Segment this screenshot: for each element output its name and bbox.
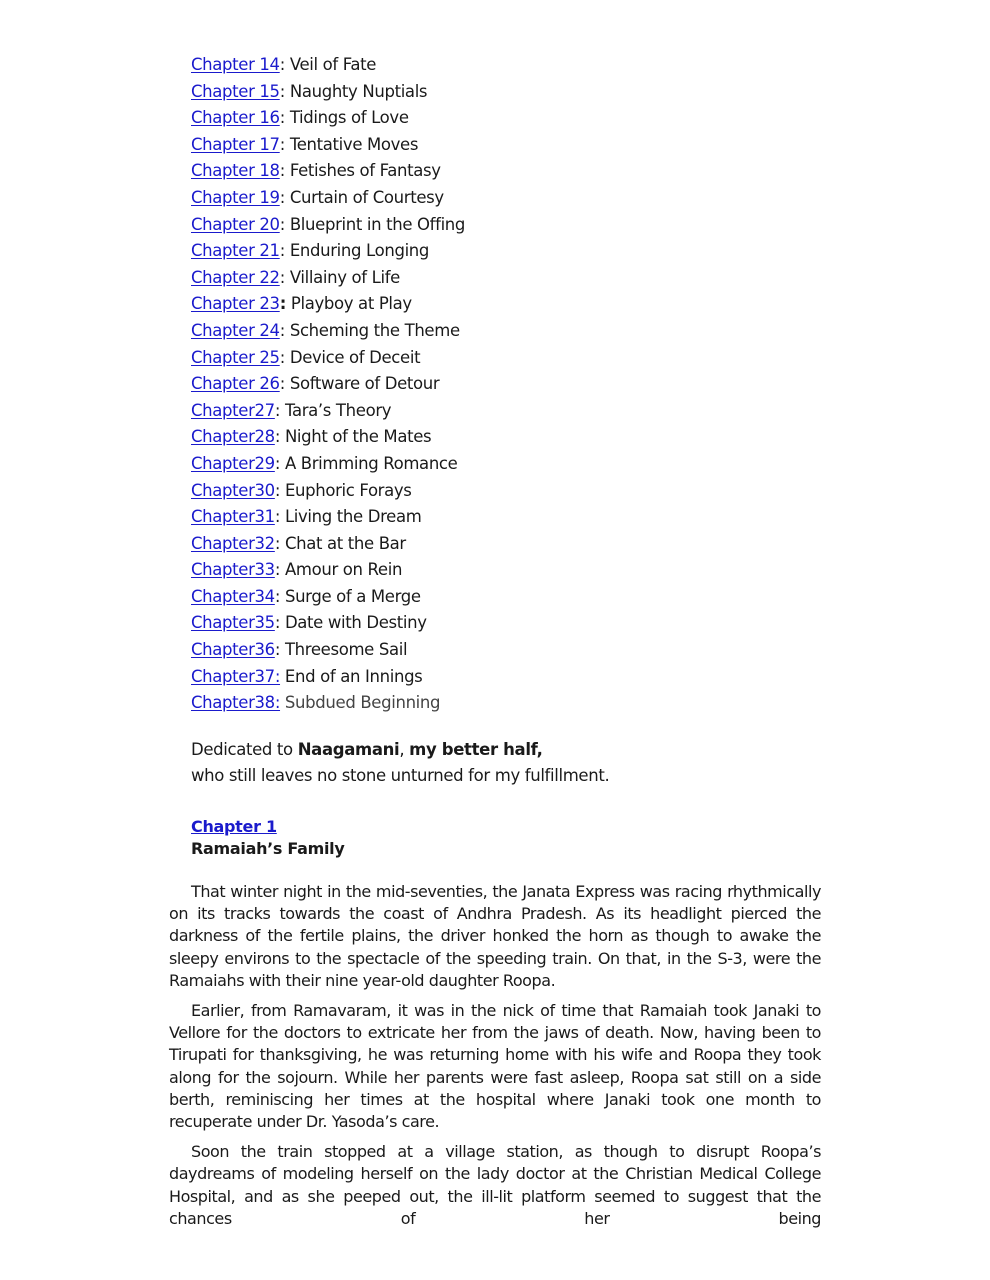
toc-entry: [191, 585, 465, 612]
toc-separator: :: [279, 214, 285, 234]
toc-chapter-link[interactable]: Chapter 23: [191, 294, 280, 314]
toc-chapter-link[interactable]: Chapter 19: [191, 187, 280, 207]
toc-entry: [191, 346, 465, 373]
toc-entry: [191, 292, 465, 319]
toc-chapter-title: Fetishes of Fantasy: [284, 161, 441, 181]
dedication-comma: ,: [399, 740, 410, 759]
dedication-name: Naagamani: [297, 740, 400, 759]
toc-entry: [191, 452, 465, 479]
toc-chapter-link[interactable]: Chapter29: [191, 453, 275, 473]
toc-chapter-link[interactable]: Chapter32: [191, 533, 275, 553]
toc-chapter-title: Date with Destiny: [280, 613, 427, 633]
toc-entry: [191, 106, 465, 133]
toc-entry: [191, 266, 465, 293]
toc-separator: :: [279, 187, 285, 207]
toc-separator: :: [279, 294, 286, 314]
toc-chapter-link[interactable]: Chapter 14: [191, 55, 280, 74]
toc-chapter-title: Surge of a Merge: [280, 586, 421, 606]
toc-chapter-link[interactable]: Chapter28: [191, 427, 275, 447]
toc-entry: [191, 213, 465, 240]
toc-separator: :: [279, 267, 285, 287]
dedication-prefix: Dedicated to: [191, 740, 298, 759]
toc-chapter-link[interactable]: Chapter 21: [191, 241, 280, 261]
chapter-1-link[interactable]: Chapter 1: [191, 817, 277, 836]
chapter-body: [169, 881, 821, 1238]
chapter-heading: [191, 816, 345, 860]
toc-entry: [191, 425, 465, 452]
toc-chapter-link[interactable]: Chapter38:: [191, 693, 281, 713]
toc-chapter-title: Threesome Sail: [280, 640, 408, 660]
toc-chapter-title: Veil of Fate: [284, 55, 377, 74]
toc-chapter-link[interactable]: Chapter36: [191, 640, 275, 660]
table-of-contents: [191, 53, 465, 718]
dedication-line-2: who still leaves no stone unturned for my fulfillment.: [191, 766, 610, 785]
toc-entry: [191, 133, 465, 160]
toc-separator: :: [274, 613, 281, 633]
toc-chapter-title: Naughty Nuptials: [284, 81, 428, 101]
dedication-line-1: [191, 737, 609, 763]
toc-entry: [191, 479, 465, 506]
toc-separator: :: [274, 533, 281, 553]
toc-chapter-title: Villainy of Life: [284, 267, 400, 287]
toc-chapter-title: Blueprint in the Offing: [284, 214, 466, 234]
toc-separator: :: [274, 507, 281, 527]
toc-chapter-title: Playboy at Play: [285, 294, 412, 314]
toc-chapter-title: Euphoric Forays: [280, 480, 412, 500]
toc-chapter-link[interactable]: Chapter 17: [191, 134, 280, 154]
toc-entry: [191, 505, 465, 532]
paragraph: Earlier, from Ramavaram, it was in the nick of time that Ramaiah took Janaki to Vellore for the doctors to extricate her from the jaws of death. Now, having been to Tirupati for thanksgiving, he was returning home with his wife and Roopa they took along for the sojourn. While her parents were fast asleep, Roopa sat still on a side berth, reminiscing her times at the hospital where Janaki took one month to recuperate under Dr. Yasoda’s care.: [169, 1001, 821, 1132]
toc-entry: [191, 611, 465, 638]
toc-entry: [191, 372, 465, 399]
toc-entry: [191, 558, 465, 585]
toc-chapter-link[interactable]: Chapter 16: [191, 108, 280, 128]
toc-chapter-link[interactable]: Chapter27: [191, 400, 275, 420]
toc-chapter-title: End of an Innings: [280, 666, 423, 686]
toc-separator: :: [274, 400, 281, 420]
toc-entry: [191, 80, 465, 107]
toc-entry: [191, 665, 465, 692]
toc-separator: :: [279, 81, 285, 101]
toc-entry: [191, 186, 465, 213]
toc-separator: :: [279, 347, 285, 367]
toc-chapter-link[interactable]: Chapter30: [191, 480, 275, 500]
toc-chapter-title: Curtain of Courtesy: [284, 187, 444, 207]
toc-separator: :: [279, 241, 285, 261]
toc-separator: :: [274, 560, 281, 580]
toc-chapter-link[interactable]: Chapter 26: [191, 374, 280, 394]
toc-chapter-title: Tentative Moves: [284, 134, 419, 154]
toc-separator: :: [279, 161, 285, 181]
toc-separator: :: [274, 640, 281, 660]
toc-chapter-link[interactable]: Chapter 22: [191, 267, 280, 287]
toc-chapter-link[interactable]: Chapter33: [191, 560, 275, 580]
toc-chapter-title: Scheming the Theme: [284, 320, 460, 340]
toc-chapter-link[interactable]: Chapter 25: [191, 347, 280, 367]
toc-chapter-title: Enduring Longing: [284, 241, 430, 261]
toc-separator: :: [279, 134, 285, 154]
toc-chapter-link[interactable]: Chapter 20: [191, 214, 280, 234]
toc-separator: :: [274, 586, 281, 606]
toc-chapter-link[interactable]: Chapter 24: [191, 320, 280, 340]
toc-chapter-title: Night of the Mates: [280, 427, 432, 447]
toc-chapter-title: A Brimming Romance: [280, 453, 458, 473]
toc-separator: :: [279, 108, 285, 128]
toc-entry: [191, 159, 465, 186]
toc-chapter-link[interactable]: Chapter31: [191, 507, 275, 527]
toc-chapter-link[interactable]: Chapter34: [191, 586, 275, 606]
paragraph: That winter night in the mid-seventies, the Janata Express was racing rhythmically on its tracks towards the coast of Andhra Pradesh. As its headlight pierced the darkness of the fertile plains, the driver honked the horn as though to awake the sleepy environs to the spectacle of the speeding train. On that, in the S-3, were the Ramaiahs with their nine year-old daughter Roopa.: [169, 882, 821, 990]
paragraph: Soon the train stopped at a village station, as though to disrupt Roopa’s daydreams of modeling herself on the lady doctor at the Christian Medical College Hospital, and as she peeped out, the ill-lit platform seemed to suggest that the chances of her being: [169, 1142, 821, 1228]
toc-entry: [191, 532, 465, 559]
toc-chapter-title: Chat at the Bar: [280, 533, 406, 553]
toc-separator: :: [274, 453, 281, 473]
toc-chapter-title: Tidings of Love: [284, 108, 409, 128]
toc-chapter-link[interactable]: Chapter37:: [191, 666, 281, 686]
toc-separator: :: [279, 320, 285, 340]
dedication-bold-tail: my better half,: [409, 740, 543, 759]
toc-entry: [191, 638, 465, 665]
toc-chapter-title: Living the Dream: [280, 507, 422, 527]
toc-chapter-title: Amour on Rein: [280, 560, 403, 580]
toc-chapter-link[interactable]: Chapter 18: [191, 161, 280, 181]
toc-chapter-title: Device of Deceit: [284, 347, 421, 367]
toc-entry: [191, 319, 465, 346]
toc-separator: :: [274, 480, 281, 500]
toc-entry: [191, 691, 465, 718]
toc-separator: :: [279, 374, 285, 394]
chapter-title: Ramaiah’s Family: [191, 839, 345, 858]
toc-entry: [191, 239, 465, 266]
toc-separator: :: [274, 427, 281, 447]
toc-chapter-link[interactable]: Chapter 15: [191, 81, 280, 101]
toc-entry: [191, 53, 465, 80]
toc-chapter-title: Tara’s Theory: [280, 400, 392, 420]
toc-chapter-title: Subdued Beginning: [280, 693, 441, 713]
toc-separator: :: [279, 55, 285, 74]
dedication: [191, 737, 609, 789]
toc-entry: [191, 399, 465, 426]
toc-chapter-title: Software of Detour: [284, 374, 440, 394]
toc-chapter-link[interactable]: Chapter35: [191, 613, 275, 633]
